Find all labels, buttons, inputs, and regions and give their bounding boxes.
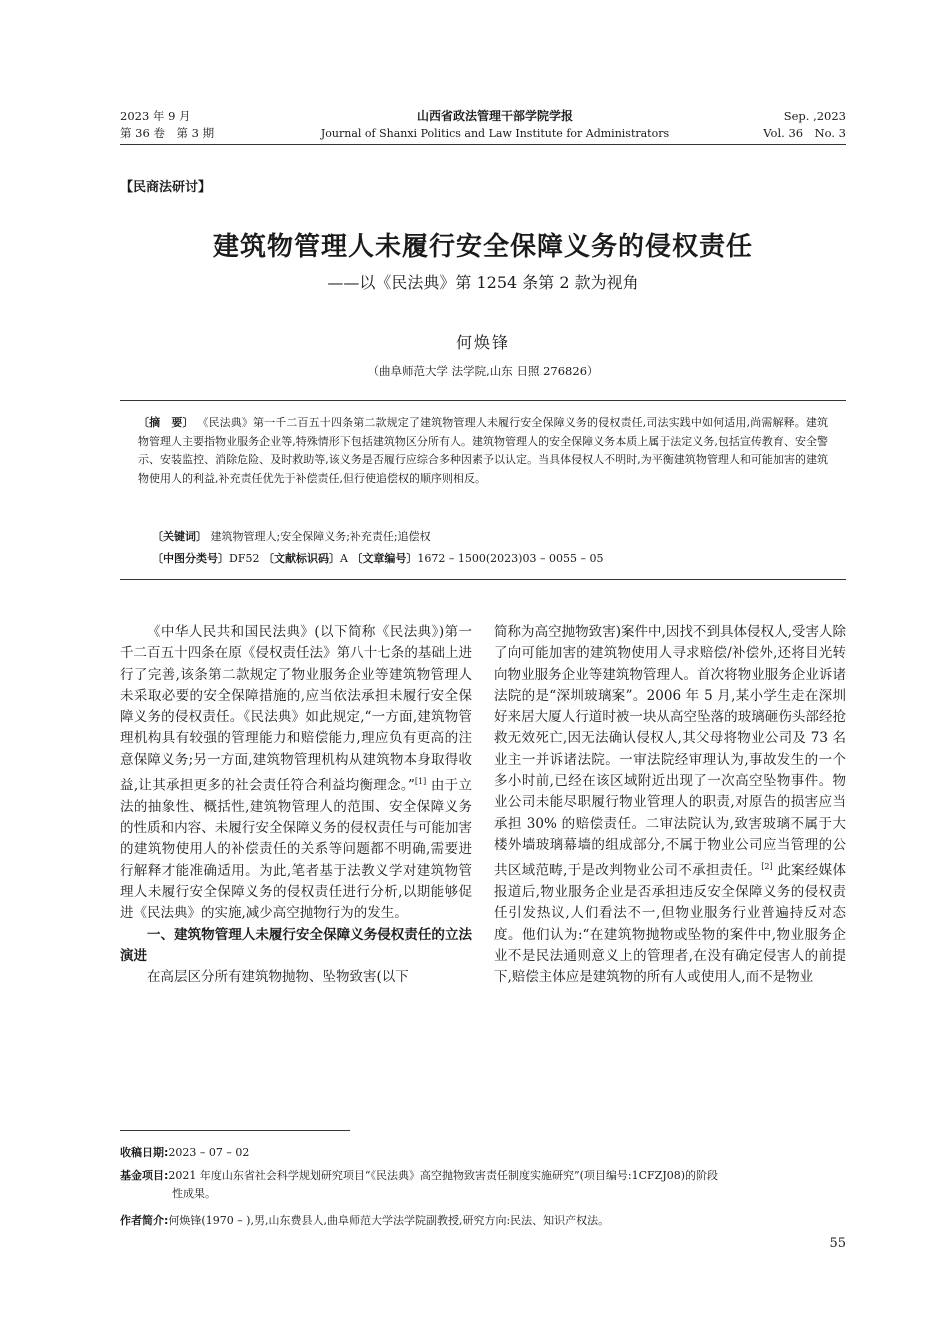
header-journal-name <box>300 108 690 142</box>
fund-value: 2021 年度山东省社会科学规划研究项目“《民法典》高空抛物致害责任制度实施研究”(项目编号:1CFZJ08)的阶段 <box>168 1169 719 1182</box>
footnote-author <box>120 1212 850 1230</box>
author-bio-label: 作者简介: <box>120 1214 169 1227</box>
journal-name-cn: 山西省政法管理干部学院学报 <box>416 109 573 123</box>
abstract <box>138 414 828 488</box>
received-value: 2023 – 07 – 02 <box>168 1146 250 1159</box>
body-column-left <box>120 622 472 989</box>
author-name: 何焕锋 <box>455 333 510 352</box>
header-volume-en: Vol. 36 No. 3 <box>763 126 846 140</box>
article-title: 建筑物管理人未履行安全保障义务的侵权责任 <box>212 232 753 262</box>
clc-value: DF52 <box>229 552 260 565</box>
body-paragraph <box>494 622 846 989</box>
header-issue-info <box>120 108 320 142</box>
article-no-value: 1672 – 1500(2023)03 – 0055 – 05 <box>417 552 604 565</box>
fund-label: 基金项目: <box>120 1169 169 1182</box>
citation-ref: [1] <box>414 777 427 787</box>
abstract-top-rule <box>120 400 846 401</box>
keywords-text: 建筑物管理人;安全保障义务;补充责任;追偿权 <box>210 530 431 543</box>
doc-code-value: A <box>339 552 348 565</box>
author-bio-value: 何焕锋(1970 – ),男,山东费县人,曲阜师范大学法学院副教授,研究方向:民法、知识产权法。 <box>168 1214 610 1227</box>
journal-name-en: Journal of Shanxi Politics and Law Institute for Administrators <box>320 127 670 140</box>
keywords <box>152 528 431 544</box>
page-number: 55 <box>829 1236 846 1251</box>
column-tag: 【民商法研讨】 <box>120 180 212 195</box>
footnote-fund <box>120 1167 850 1203</box>
article-no-label: 〔文章编号〕 <box>351 552 418 565</box>
body-paragraph: 在高层区分所有建筑物抛物、坠物致害(以下 <box>147 969 409 986</box>
header-date-en: Sep. ,2023 <box>783 109 846 123</box>
footnote-rule <box>120 1130 350 1131</box>
abstract-bottom-rule <box>120 579 846 580</box>
citation-ref: [2] <box>761 862 773 872</box>
article-subtitle: ——以《民法典》第 1254 条第 2 款为视角 <box>327 273 639 292</box>
author-affiliation: （曲阜师范大学 法学院,山东 日照 276826） <box>367 364 599 378</box>
received-label: 收稿日期: <box>120 1146 169 1159</box>
body-text: 简称为高空抛物致害)案件中,因找不到具体侵权人,受害人除了向可能加害的建筑物使用人寻求赔偿/补偿外,还将目光转向物业服务企业等建筑物管理人。首次将物业服务企业诉诸法院的是“深圳玻璃案”。2006 年 5 月,某小学生走在深圳好来居大厦人行道时被一块从高空坠落的玻璃砸伤头部经抢救无效死亡,因无法确认侵权人,其父母将物业公司及 73 名业主一并诉诸法院。一审法院经审理认为,事故发生的一个多小时前,已经在该区域附近出现了一次高空坠物事件。物业公司未能尽职履行物业管理人的职责,对原告的损害应当承担 30% 的赔偿责任。二审法院认为,致害玻璃不属于大楼外墙玻璃幕墙的组成部分,不属于物业公司应当管理的公共区域范畴,于是改判物业公司不承担责任。 <box>494 624 846 879</box>
header-issue-info-en <box>646 108 846 142</box>
body-text: 《中华人民共和国民法典》(以下简称《民法典》)第一千二百五十四条在原《侵权责任法》第八十七条的基础上进行了完善,该条第二款规定了物业服务企业等建筑物管理人未采取必要的安全保障措施的,应当依法承担未履行安全保障义务的侵权责任。《民法典》如此规定,“一方面,建筑物管理机构具有较强的管理能力和赔偿能力,理应负有更高的注意保障义务;另一方面,建筑物管理机构从建筑物本身取得收益,让其承担更多的社会责任符合利益均衡理念。” <box>120 624 472 794</box>
body-paragraph <box>120 622 472 925</box>
fund-value-cont: 性成果。 <box>172 1187 216 1200</box>
doc-code-label: 〔文献标识码〕 <box>262 552 340 565</box>
body-column-right <box>494 622 846 989</box>
abstract-label: 〔摘 要〕 <box>138 416 194 429</box>
keywords-label: 〔关键词〕 <box>152 530 207 543</box>
body-text: 由于立法的抽象性、概括性,建筑物管理人的范围、安全保障义务的性质和内容、未履行安全保障义务的侵权责任与可能加害的建筑物使用人的补偿责任的关系等问题都不明确,需要进行解释才能准确适用。为此,笔者基于法教义学对建筑物管理人未履行安全保障义务的侵权责任进行分析,以期能够促进《民法典》的实施,减少高空抛物行为的发生。 <box>120 777 472 922</box>
header-volume: 第 36 卷 第 3 期 <box>120 126 215 140</box>
footnote-received <box>120 1144 850 1162</box>
section-heading: 一、建筑物管理人未履行安全保障义务侵权责任的立法演进 <box>120 926 472 964</box>
classification-line <box>152 550 603 566</box>
header-date: 2023 年 9 月 <box>120 109 191 123</box>
abstract-text: 《民法典》第一千二百五十四条第二款规定了建筑物管理人未履行安全保障义务的侵权责任,司法实践中如何适用,尚需解释。建筑物管理人主要指物业服务企业等,特殊情形下包括建筑物区分所有人。建筑物管理人的安全保障义务本质上属于法定义务,包括宣传教育、安全警示、安装监控、消除危险、及时救助等,该义务是否履行应综合多种因素予以认定。当具体侵权人不明时,为平衡建筑物管理人和可能加害的建筑物使用人的利益,补充责任优先于补偿责任,但行使追偿权的顺序则相反。 <box>138 416 829 485</box>
body-text: 此案经媒体报道后,物业服务企业是否承担违反安全保障义务的侵权责任引发热议,人们看法不一,但物业服务行业普遍持反对态度。他们认为:“在建筑物抛物或坠物的案件中,物业服务企业不是民法通则意义上的管理者,在没有确定侵害人的前提下,赔偿主体应是建筑物的所有人或使用人,而不是物业 <box>494 862 846 986</box>
clc-label: 〔中图分类号〕 <box>152 552 229 565</box>
header-rule <box>120 144 846 145</box>
